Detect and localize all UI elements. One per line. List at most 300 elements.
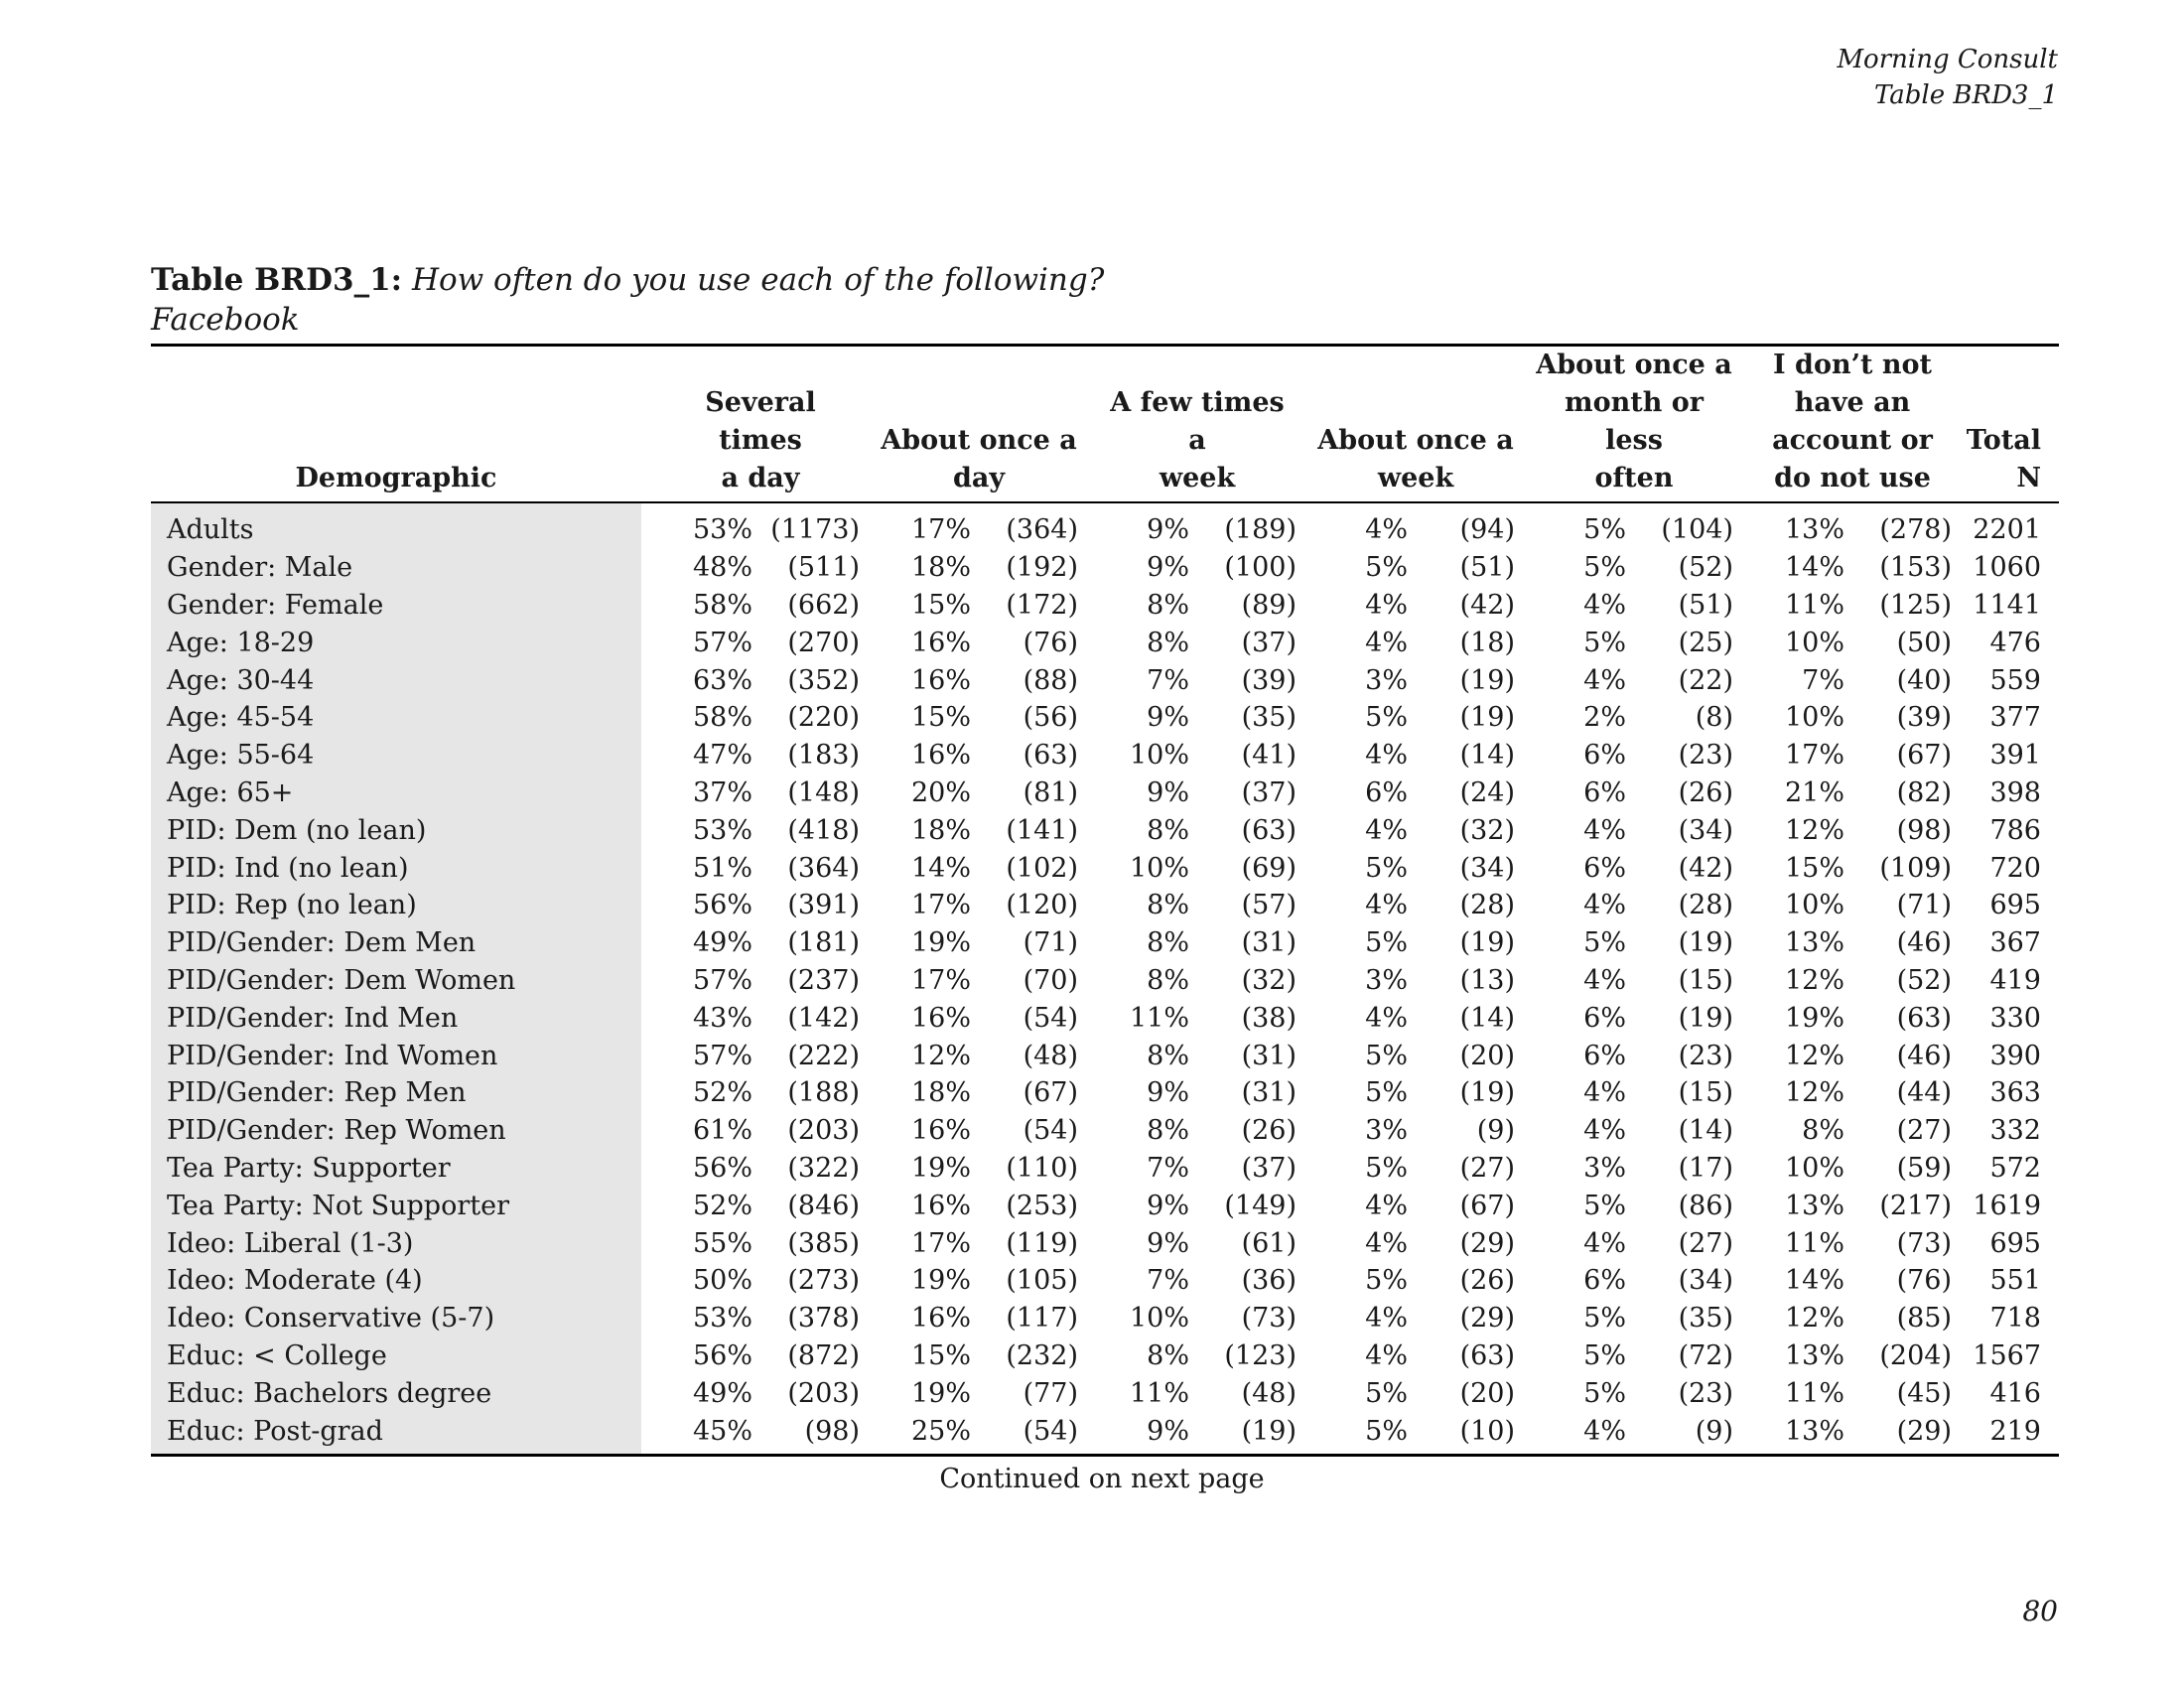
row-label: Ideo: Conservative (5-7) — [151, 1300, 641, 1337]
cell-percent: 13% — [1784, 927, 1844, 959]
cell-percent: 5% — [1583, 552, 1626, 584]
cell-count: (181) — [787, 927, 860, 959]
cell-gap — [860, 1037, 880, 1074]
table-row — [151, 624, 2059, 661]
cell-percent: 10% — [1784, 702, 1844, 734]
col-several-times-a-day: Several times a day — [641, 347, 860, 502]
cell-gap — [1297, 1337, 1316, 1375]
cell-gap — [641, 1374, 661, 1412]
cell-gap — [1733, 962, 1753, 1000]
cell-percent: 3% — [1365, 964, 1408, 996]
cell-count: (22) — [1678, 664, 1733, 696]
table-row — [151, 1150, 2059, 1188]
cell-gap — [641, 549, 661, 587]
cell-count: (89) — [1241, 589, 1297, 621]
cell-percent: 15% — [910, 589, 971, 621]
cell-percent: 11% — [1129, 1002, 1189, 1034]
cell-count: (153) — [1879, 552, 1952, 584]
row-label: PID: Ind (no lean) — [151, 849, 641, 887]
cell-percent: 56% — [692, 890, 752, 921]
cell-count: (35) — [1678, 1303, 1733, 1335]
cell-count: (364) — [787, 852, 860, 884]
cell-total-n: 2201 — [1973, 514, 2041, 546]
header-table-ref: Table BRD3_1 — [1873, 80, 2058, 110]
table-row — [151, 1224, 2059, 1262]
cell-gap — [1297, 661, 1316, 699]
row-label: Tea Party: Supporter — [151, 1150, 641, 1188]
table-row — [151, 1300, 2059, 1337]
cell-total-n: 718 — [1989, 1303, 2041, 1335]
cell-gap — [1297, 1224, 1316, 1262]
cell-percent: 9% — [1098, 1412, 1189, 1455]
cell-count: (94) — [1459, 514, 1515, 546]
cell-percent: 19% — [910, 1377, 971, 1409]
cell-count: (1173) — [770, 514, 860, 546]
row-label: PID: Dem (no lean) — [151, 811, 641, 849]
cell-gap — [641, 699, 661, 737]
cell-percent: 4% — [1583, 890, 1626, 921]
cell-gap — [641, 962, 661, 1000]
cell-percent: 8% — [1147, 1040, 1189, 1071]
cell-percent: 8% — [1147, 964, 1189, 996]
cell-gap — [1515, 1337, 1535, 1375]
row-label: Adults — [151, 502, 641, 549]
cell-percent: 4% — [1583, 1077, 1626, 1109]
cell-percent: 5% — [1583, 1377, 1626, 1409]
cell-count: (45) — [1896, 1377, 1952, 1409]
cell-percent: 49% — [692, 927, 752, 959]
cell-count: (220) — [787, 702, 860, 734]
cell-count: (37) — [1241, 1152, 1297, 1184]
cell-count: (26) — [1459, 1265, 1515, 1297]
cell-count: (23) — [1678, 740, 1733, 772]
col-demographic: Demographic — [151, 347, 641, 502]
cell-percent: 5% — [1365, 1077, 1408, 1109]
cell-gap — [1733, 699, 1753, 737]
cell-count: (31) — [1241, 927, 1297, 959]
cell-gap — [1078, 1112, 1098, 1150]
cell-count: (14) — [1678, 1115, 1733, 1147]
row-label: Educ: < College — [151, 1337, 641, 1375]
row-label: Gender: Female — [151, 587, 641, 625]
cell-gap — [1733, 502, 1753, 549]
cell-count: (41) — [1241, 740, 1297, 772]
cell-gap — [1515, 661, 1535, 699]
cell-percent: 4% — [1365, 890, 1408, 921]
cell-gap — [860, 849, 880, 887]
cell-gap — [1078, 1074, 1098, 1112]
cell-gap — [1078, 774, 1098, 812]
cell-percent: 5% — [1365, 1152, 1408, 1184]
header-row — [151, 347, 2059, 502]
cell-count: (76) — [1896, 1265, 1952, 1297]
cell-percent: 43% — [692, 1002, 752, 1034]
cell-percent: 4% — [1583, 589, 1626, 621]
cell-gap — [641, 1074, 661, 1112]
cell-gap — [1733, 1074, 1753, 1112]
cell-count: (125) — [1879, 589, 1952, 621]
cell-count: (110) — [1006, 1152, 1078, 1184]
cell-percent: 55% — [692, 1227, 752, 1259]
cell-gap — [641, 1187, 661, 1224]
cell-percent: 10% — [1784, 1152, 1844, 1184]
cell-gap — [1078, 1037, 1098, 1074]
cell-count: (31) — [1241, 1077, 1297, 1109]
cell-count: (189) — [1224, 514, 1297, 546]
cell-gap — [641, 624, 661, 661]
row-label: PID/Gender: Rep Women — [151, 1112, 641, 1150]
cell-percent: 5% — [1583, 627, 1626, 658]
cell-percent: 5% — [1365, 552, 1408, 584]
cell-gap — [1515, 1074, 1535, 1112]
table-row — [151, 924, 2059, 962]
cell-percent: 6% — [1583, 852, 1626, 884]
cell-count: (42) — [1459, 589, 1515, 621]
cell-total-n: 1060 — [1973, 552, 2041, 584]
cell-gap — [641, 774, 661, 812]
cell-percent: 15% — [1784, 852, 1844, 884]
row-label: Tea Party: Not Supporter — [151, 1187, 641, 1224]
cell-percent: 12% — [1784, 1040, 1844, 1071]
cell-gap — [1078, 887, 1098, 924]
cell-count: (846) — [787, 1190, 860, 1221]
col-total-n: Total N — [1952, 347, 2059, 502]
cell-total-n: 219 — [1952, 1412, 2059, 1455]
cell-gap — [641, 887, 661, 924]
cell-count: (31) — [1241, 1040, 1297, 1071]
cell-gap — [1515, 1112, 1535, 1150]
cell-percent: 18% — [910, 814, 971, 846]
table-row — [151, 502, 2059, 549]
cell-percent: 52% — [692, 1190, 752, 1221]
cell-percent: 7% — [1147, 1152, 1189, 1184]
cell-gap — [1733, 1187, 1753, 1224]
cell-percent: 6% — [1583, 776, 1626, 808]
cell-count: (59) — [1896, 1152, 1952, 1184]
cell-gap — [1733, 737, 1753, 774]
cell-percent: 16% — [910, 1190, 971, 1221]
cell-gap — [1733, 1150, 1753, 1188]
cell-gap — [860, 887, 880, 924]
cell-gap — [1733, 849, 1753, 887]
cell-percent: 5% — [1365, 1265, 1408, 1297]
cell-percent: 10% — [1129, 1303, 1189, 1335]
cell-count: (88) — [1023, 664, 1078, 696]
cell-percent: 4% — [1583, 1115, 1626, 1147]
cell-count: (71) — [1896, 890, 1952, 921]
cell-total-n: 1567 — [1973, 1339, 2041, 1371]
cell-percent: 4% — [1583, 814, 1626, 846]
cell-percent: 56% — [692, 1339, 752, 1371]
cell-gap — [641, 1262, 661, 1300]
cell-percent: 6% — [1583, 740, 1626, 772]
cell-gap — [1515, 1300, 1535, 1337]
cell-gap — [1515, 962, 1535, 1000]
cell-percent: 8% — [1147, 814, 1189, 846]
cell-gap — [641, 1412, 661, 1455]
cell-gap — [860, 587, 880, 625]
cell-gap — [860, 962, 880, 1000]
cell-total-n: 695 — [1989, 1227, 2041, 1259]
cell-percent: 4% — [1535, 1412, 1626, 1455]
cell-count: (27) — [1459, 1152, 1515, 1184]
cell-count: (76) — [1023, 627, 1078, 658]
table-row — [151, 699, 2059, 737]
table-title — [151, 260, 1104, 340]
cell-percent: 5% — [1365, 1040, 1408, 1071]
row-label: Age: 18-29 — [151, 624, 641, 661]
cell-percent: 47% — [692, 740, 752, 772]
cell-count: (188) — [787, 1077, 860, 1109]
cell-count: (203) — [787, 1115, 860, 1147]
cell-count: (19) — [1459, 664, 1515, 696]
cell-percent: 4% — [1365, 1227, 1408, 1259]
cell-gap — [1515, 1224, 1535, 1262]
cell-count: (20) — [1459, 1040, 1515, 1071]
cell-gap — [641, 1112, 661, 1150]
cell-percent: 51% — [692, 852, 752, 884]
cell-percent: 5% — [1583, 1190, 1626, 1221]
cell-percent: 9% — [1147, 1077, 1189, 1109]
cell-count: (44) — [1896, 1077, 1952, 1109]
cell-count: (148) — [787, 776, 860, 808]
cell-percent: 58% — [692, 589, 752, 621]
cell-gap — [860, 811, 880, 849]
cell-percent: 10% — [1129, 852, 1189, 884]
cell-gap — [1515, 999, 1535, 1037]
cell-gap — [1733, 549, 1753, 587]
cell-gap — [1078, 1300, 1098, 1337]
cell-count: (34) — [1678, 814, 1733, 846]
cell-gap — [1078, 1187, 1098, 1224]
cell-count: (511) — [787, 552, 860, 584]
cell-percent: 16% — [910, 1115, 971, 1147]
cell-count: (29) — [1459, 1227, 1515, 1259]
table-row — [151, 849, 2059, 887]
cell-count: (20) — [1459, 1377, 1515, 1409]
cell-gap — [860, 1337, 880, 1375]
cell-gap — [641, 502, 661, 549]
cell-gap — [1078, 587, 1098, 625]
cell-percent: 18% — [910, 552, 971, 584]
cell-gap — [641, 849, 661, 887]
cell-gap — [1078, 811, 1098, 849]
cell-percent: 11% — [1129, 1377, 1189, 1409]
cell-count: (104) — [1661, 514, 1733, 546]
cell-total-n: 786 — [1989, 814, 2041, 846]
cell-gap — [1733, 924, 1753, 962]
cell-gap — [1733, 887, 1753, 924]
cell-percent: 15% — [910, 1339, 971, 1371]
cell-gap — [641, 811, 661, 849]
col-few-times-a-week: A few times a week — [1078, 347, 1297, 502]
cell-count: (253) — [1006, 1190, 1078, 1221]
cell-gap — [1078, 661, 1098, 699]
cell-percent: 4% — [1365, 627, 1408, 658]
cell-percent: 21% — [1784, 776, 1844, 808]
cell-percent: 20% — [910, 776, 971, 808]
cell-gap — [1733, 1374, 1753, 1412]
cell-count: (56) — [1023, 702, 1078, 734]
cell-count: (19) — [1459, 1077, 1515, 1109]
cell-count: (13) — [1459, 964, 1515, 996]
cell-percent: 4% — [1365, 1002, 1408, 1034]
cell-percent: 17% — [910, 964, 971, 996]
cell-percent: 25% — [880, 1412, 971, 1455]
cell-gap — [1515, 1037, 1535, 1074]
cell-count: (278) — [1879, 514, 1952, 546]
table-row — [151, 587, 2059, 625]
table-row — [151, 774, 2059, 812]
cell-gap — [641, 661, 661, 699]
row-label: Age: 45-54 — [151, 699, 641, 737]
row-label: Ideo: Moderate (4) — [151, 1262, 641, 1300]
cell-count: (57) — [1241, 890, 1297, 921]
cell-gap — [1733, 1412, 1753, 1455]
table-row — [151, 1187, 2059, 1224]
cell-count: (192) — [1006, 552, 1078, 584]
row-label: PID/Gender: Dem Men — [151, 924, 641, 962]
table-row — [151, 962, 2059, 1000]
cell-total-n: 363 — [1989, 1077, 2041, 1109]
cell-count: (109) — [1879, 852, 1952, 884]
cell-percent: 19% — [1784, 1002, 1844, 1034]
cell-count: (222) — [787, 1040, 860, 1071]
cell-percent: 19% — [910, 927, 971, 959]
cell-count: (322) — [787, 1152, 860, 1184]
cell-percent: 5% — [1583, 514, 1626, 546]
cell-percent: 49% — [692, 1377, 752, 1409]
cell-percent: 19% — [910, 1265, 971, 1297]
cell-percent: 16% — [910, 627, 971, 658]
cell-percent: 4% — [1365, 1190, 1408, 1221]
cell-gap — [1515, 849, 1535, 887]
cell-gap — [1733, 661, 1753, 699]
cell-gap — [1733, 1337, 1753, 1375]
cell-percent: 8% — [1147, 627, 1189, 658]
cell-gap — [860, 1074, 880, 1112]
cell-count: (105) — [1006, 1265, 1078, 1297]
cell-count: (51) — [1678, 589, 1733, 621]
cell-count: (61) — [1241, 1227, 1297, 1259]
row-label: Age: 55-64 — [151, 737, 641, 774]
cell-count: (204) — [1879, 1339, 1952, 1371]
cell-gap — [641, 1224, 661, 1262]
cell-total-n: 398 — [1989, 776, 2041, 808]
cell-gap — [1515, 587, 1535, 625]
cell-percent: 6% — [1583, 1040, 1626, 1071]
col-about-once-a-week: About once a week — [1297, 347, 1515, 502]
cell-total-n: 367 — [1989, 927, 2041, 959]
cell-percent: 8% — [1147, 589, 1189, 621]
cell-count: (418) — [787, 814, 860, 846]
cell-gap — [1297, 811, 1316, 849]
cell-count: (141) — [1006, 814, 1078, 846]
cell-percent: 53% — [692, 814, 752, 846]
cell-gap — [641, 924, 661, 962]
cell-gap — [860, 999, 880, 1037]
cell-gap — [1297, 849, 1316, 887]
cell-percent: 16% — [910, 1002, 971, 1034]
cell-percent: 3% — [1583, 1152, 1626, 1184]
cell-count: (63) — [1023, 740, 1078, 772]
cell-count: (67) — [1459, 1190, 1515, 1221]
cell-gap — [1078, 962, 1098, 1000]
cell-gap — [860, 737, 880, 774]
cell-count: (77) — [1023, 1377, 1078, 1409]
cell-count: (19) — [1459, 927, 1515, 959]
cell-percent: 9% — [1147, 552, 1189, 584]
cell-percent: 5% — [1583, 1303, 1626, 1335]
cell-gap — [1078, 1374, 1098, 1412]
cell-percent: 13% — [1784, 1190, 1844, 1221]
cell-gap — [860, 624, 880, 661]
cell-count: (27) — [1896, 1115, 1952, 1147]
cell-percent: 7% — [1802, 664, 1844, 696]
cell-count: (24) — [1459, 776, 1515, 808]
cell-gap — [1515, 1150, 1535, 1188]
cell-count: (273) — [787, 1265, 860, 1297]
cell-count: (149) — [1224, 1190, 1297, 1221]
cell-gap — [641, 737, 661, 774]
cell-count: (364) — [1006, 514, 1078, 546]
cell-gap — [1297, 962, 1316, 1000]
cell-percent: 8% — [1147, 890, 1189, 921]
cell-percent: 5% — [1365, 927, 1408, 959]
cell-count: (14) — [1459, 740, 1515, 772]
cell-count: (73) — [1896, 1227, 1952, 1259]
cell-gap — [1297, 1037, 1316, 1074]
cell-count: (172) — [1006, 589, 1078, 621]
cell-percent: 4% — [1365, 814, 1408, 846]
col-no-account: I don’t not have an account or do not use — [1733, 347, 1952, 502]
cell-gap — [1297, 502, 1316, 549]
cell-percent: 12% — [1784, 814, 1844, 846]
cell-count: (98) — [752, 1412, 860, 1455]
cell-gap — [1733, 1300, 1753, 1337]
row-label: Gender: Male — [151, 549, 641, 587]
cell-percent: 17% — [1784, 740, 1844, 772]
cell-count: (232) — [1006, 1339, 1078, 1371]
cell-percent: 50% — [692, 1265, 752, 1297]
cell-percent: 11% — [1784, 1377, 1844, 1409]
cell-gap — [1297, 1300, 1316, 1337]
cell-percent: 61% — [692, 1115, 752, 1147]
cell-percent: 4% — [1583, 964, 1626, 996]
cell-percent: 10% — [1784, 627, 1844, 658]
cell-gap — [860, 502, 880, 549]
cell-percent: 15% — [910, 702, 971, 734]
table-row — [151, 549, 2059, 587]
cell-percent: 4% — [1365, 1339, 1408, 1371]
cell-count: (36) — [1241, 1265, 1297, 1297]
table-label: Table BRD3_1: — [151, 262, 403, 298]
cell-count: (86) — [1678, 1190, 1733, 1221]
cell-total-n: 391 — [1989, 740, 2041, 772]
cell-gap — [1515, 1262, 1535, 1300]
cell-gap — [1297, 1374, 1316, 1412]
cell-total-n: 390 — [1989, 1040, 2041, 1071]
cell-count: (8) — [1695, 702, 1733, 734]
row-label: PID/Gender: Dem Women — [151, 962, 641, 1000]
cell-count: (54) — [1023, 1115, 1078, 1147]
cell-gap — [1733, 587, 1753, 625]
cell-gap — [1733, 774, 1753, 812]
cell-percent: 12% — [1784, 1077, 1844, 1109]
cell-total-n: 695 — [1989, 890, 2041, 921]
table-row — [151, 1262, 2059, 1300]
cell-count: (46) — [1896, 927, 1952, 959]
